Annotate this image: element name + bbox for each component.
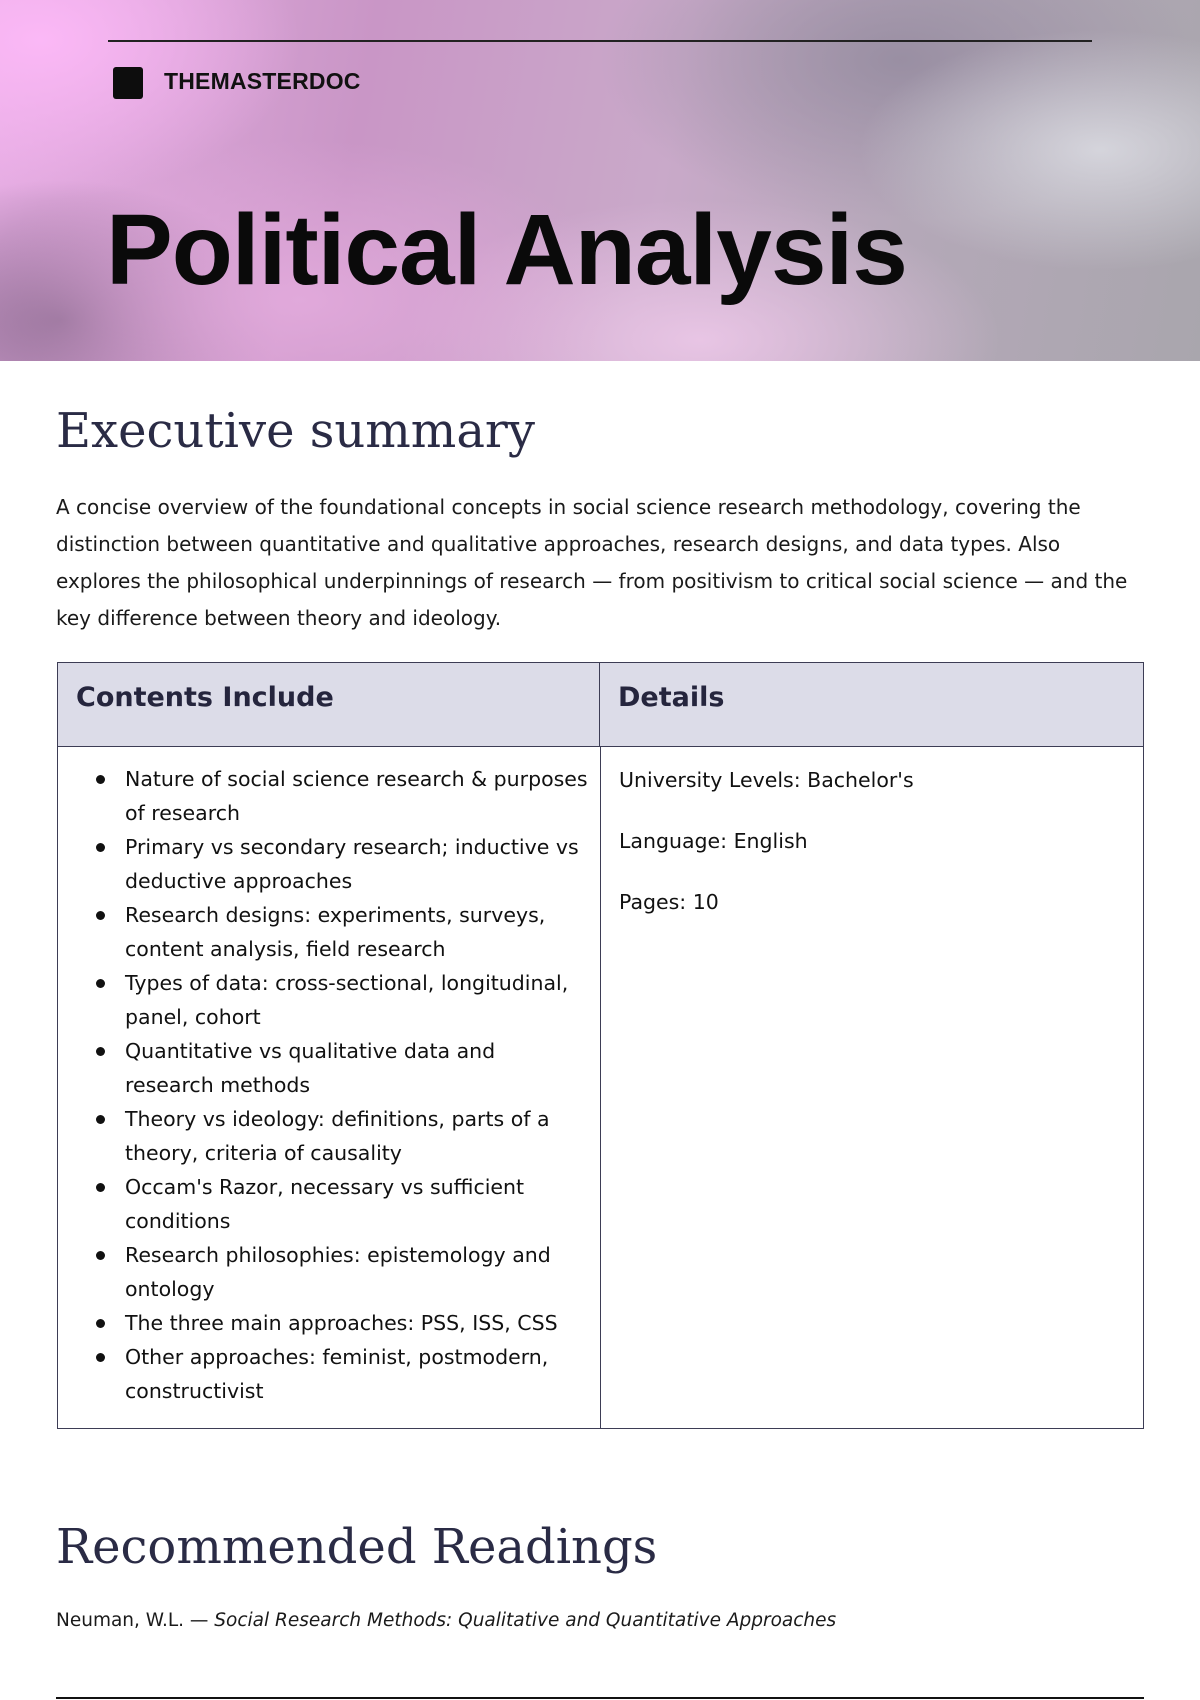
detail-pages: Pages: 10 xyxy=(619,890,719,914)
contents-list xyxy=(58,762,600,1408)
list-item: Primary vs secondary research; inductive vs deductive approaches xyxy=(125,830,600,898)
document-title: Political Analysis xyxy=(106,194,907,306)
executive-summary-heading: Executive summary xyxy=(56,403,535,459)
list-item: Other approaches: feminist, postmodern, constructivist xyxy=(125,1340,600,1408)
details-list xyxy=(619,764,1119,947)
footer-divider xyxy=(56,1697,1144,1699)
list-item: Types of data: cross-sectional, longitudinal, panel, cohort xyxy=(125,966,600,1034)
list-item: Quantitative vs qualitative data and research methods xyxy=(125,1034,600,1102)
recommended-readings-heading: Recommended Readings xyxy=(56,1519,658,1575)
detail-language: Language: English xyxy=(619,829,808,853)
reading-author: Neuman, W.L. — xyxy=(56,1610,215,1631)
header-divider xyxy=(108,40,1092,42)
reading-book-title: Social Research Methods: Qualitative and Quantitative Approaches xyxy=(214,1610,837,1631)
list-item: Nature of social science research & purposes of research xyxy=(125,762,600,830)
brand-logo-icon xyxy=(113,67,143,99)
contents-table xyxy=(57,662,1144,1429)
reading-item xyxy=(56,1607,836,1635)
details-column-header: Details xyxy=(600,663,1143,747)
contents-column-header: Contents Include xyxy=(58,663,600,747)
header-banner xyxy=(0,0,1200,361)
column-divider xyxy=(600,747,601,1428)
brand-name: THEMASTERDOC xyxy=(164,68,361,94)
list-item: The three main approaches: PSS, ISS, CSS xyxy=(125,1306,600,1340)
detail-university-level: University Levels: Bachelor's xyxy=(619,768,914,792)
list-item: Occam's Razor, necessary vs sufficient conditions xyxy=(125,1170,600,1238)
list-item: Research philosophies: epistemology and ontology xyxy=(125,1238,600,1306)
list-item: Theory vs ideology: definitions, parts of a theory, criteria of causality xyxy=(125,1102,600,1170)
executive-summary-text: A concise overview of the foundational concepts in social science research methodology, covering the distinction between quantitative and qualitative approaches, research designs, and data types. Also explores the philosophical underpinnings of research — from positivism to critical social science — and the key difference between theory and ideology. xyxy=(56,495,1128,630)
list-item: Research designs: experiments, surveys, content analysis, field research xyxy=(125,898,600,966)
